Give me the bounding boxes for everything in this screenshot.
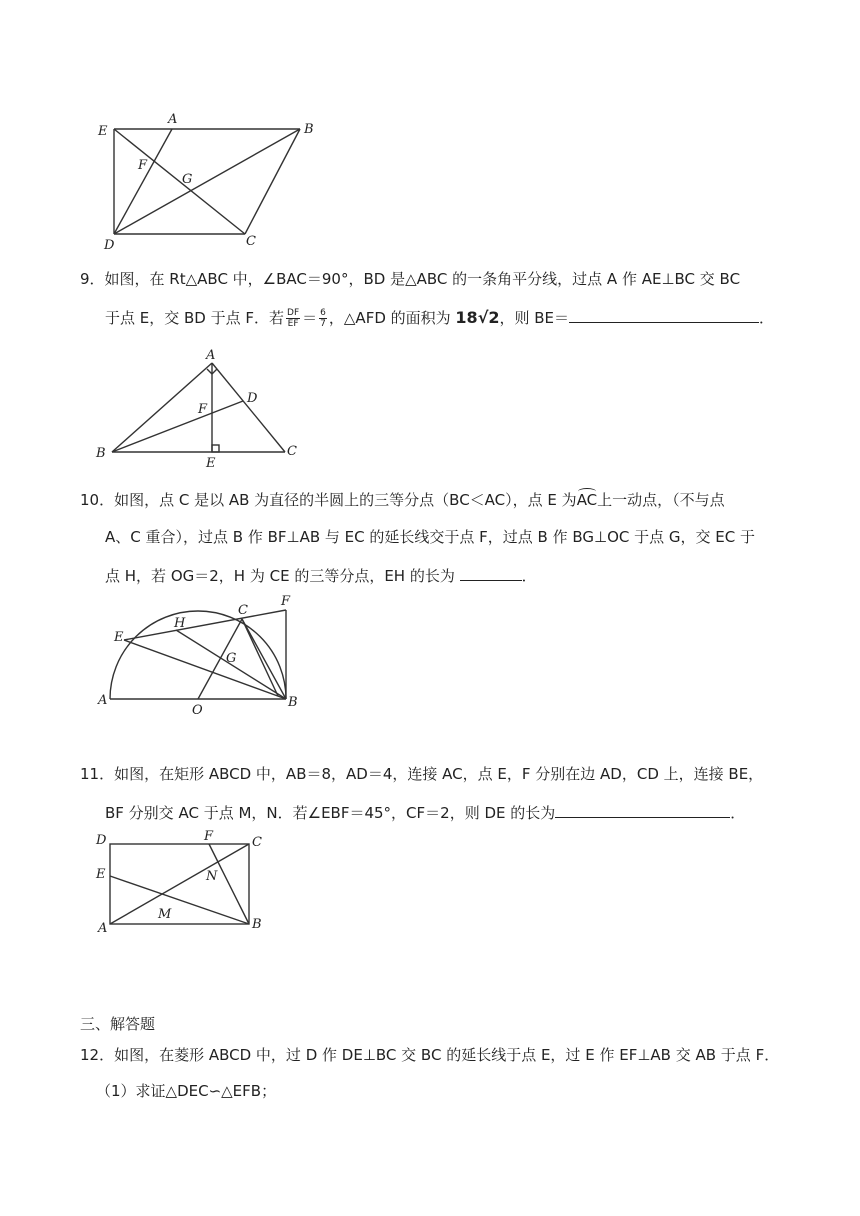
fraction-numerator: 6 [320,308,326,318]
fraction-6-7 [319,308,327,329]
label-D: D [247,391,258,406]
label-E: E [96,867,106,882]
q11-line2 [105,801,745,823]
label-M: M [158,907,172,922]
segment-EC [114,129,245,234]
q11-line1: 11．如图，在矩形 ABCD 中，AB＝8，AD＝4，连接 AC，点 E，F 分别在边 AD，CD 上，连接 BE， [80,765,764,783]
fraction-denominator: 7 [320,319,326,329]
q10-line1 [80,490,725,510]
answer-blank-q9[interactable] [569,306,759,323]
label-N: N [206,869,218,884]
label-F: F [281,594,291,609]
label-F: F [198,402,208,417]
diagonal-AC [110,844,249,924]
label-A: A [98,693,108,708]
label-A: A [98,921,108,936]
arc-AC: AC [576,491,598,509]
figure-q9 [90,345,310,470]
segment-EF [124,610,286,640]
q9-line1: 9．如图，在 Rt△ABC 中，∠BAC＝90°，BD 是△ABC 的一条角平分线，过点 A 作 AE⊥BC 交 BC [80,270,741,288]
answer-blank-q11[interactable] [555,801,730,818]
q11-text: BF 分别交 AC 于点 M，N．若∠EBF＝45°，CF＝2，则 DE 的长为 [105,804,556,822]
q10-line2: A、C 重合），过点 B 作 BF⊥AB 与 EC 的延长线交于点 F，过点 B 作 BG⊥OC 于点 G，交 EC 于 [105,528,756,546]
label-H: H [174,616,186,631]
label-C: C [238,603,248,618]
q9-text-b: ，△AFD 的面积为 [328,309,451,327]
label-A: A [168,112,178,127]
area-value: 18√2 [455,308,500,327]
q9-text-a: 于点 E，交 BD 于点 F．若 [105,309,285,327]
right-angle-mark-E [212,445,219,452]
q10-text-c: 点 H，若 OG＝2，H 为 CE 的三等分点，EH 的长为 [105,567,455,585]
label-E: E [98,124,108,139]
label-B: B [96,446,106,461]
label-O: O [192,703,203,718]
q10-line3 [105,564,537,586]
q9-period: ． [759,309,775,327]
label-E: E [206,456,216,471]
figure-q8 [90,105,330,255]
q12-line1: 12．如图，在菱形 ABCD 中，过 D 作 DE⊥BC 交 BC 的延长线于点 E，过 E 作 EF⊥AB 交 AB 于点 F． [80,1046,780,1064]
label-B: B [304,122,314,137]
fraction-denominator: EF [287,319,299,329]
label-F: F [204,829,214,844]
q11-period: ． [730,804,746,822]
label-B: B [288,695,298,710]
label-A: A [206,348,216,363]
label-B: B [252,917,262,932]
label-G: G [182,172,193,187]
label-D: D [96,833,107,848]
q12-part1: （1）求证△DEC∽△EFB； [96,1082,277,1100]
label-C: C [252,835,262,850]
label-D: D [104,238,115,253]
q9-line2 [105,306,774,329]
q10-text-a: 10．如图，点 C 是以 AB 为直径的半圆上的三等分点（BC＜AC），点 E 为 [80,491,577,509]
segment-BD [112,401,243,452]
fraction-df-ef [286,308,300,329]
q10-text-b: 上一动点，（不与点 [597,491,725,509]
answer-blank-q10[interactable] [460,564,522,581]
q9-text-c: ，则 BE＝ [499,309,570,327]
equals-sign: ＝ [302,309,318,327]
label-E: E [114,630,124,645]
label-C: C [287,444,297,459]
label-C: C [246,234,256,249]
section-heading: 三、解答题 [80,1015,156,1033]
segment-AC [212,363,285,452]
figure-q10 [90,590,320,720]
figure-q11 [90,828,280,938]
segment-AB [112,363,212,452]
fraction-numerator: DF [287,308,300,318]
q10-period: ． [521,567,537,585]
label-F: F [138,158,148,173]
segment-CB [242,619,286,699]
label-G: G [226,651,237,666]
